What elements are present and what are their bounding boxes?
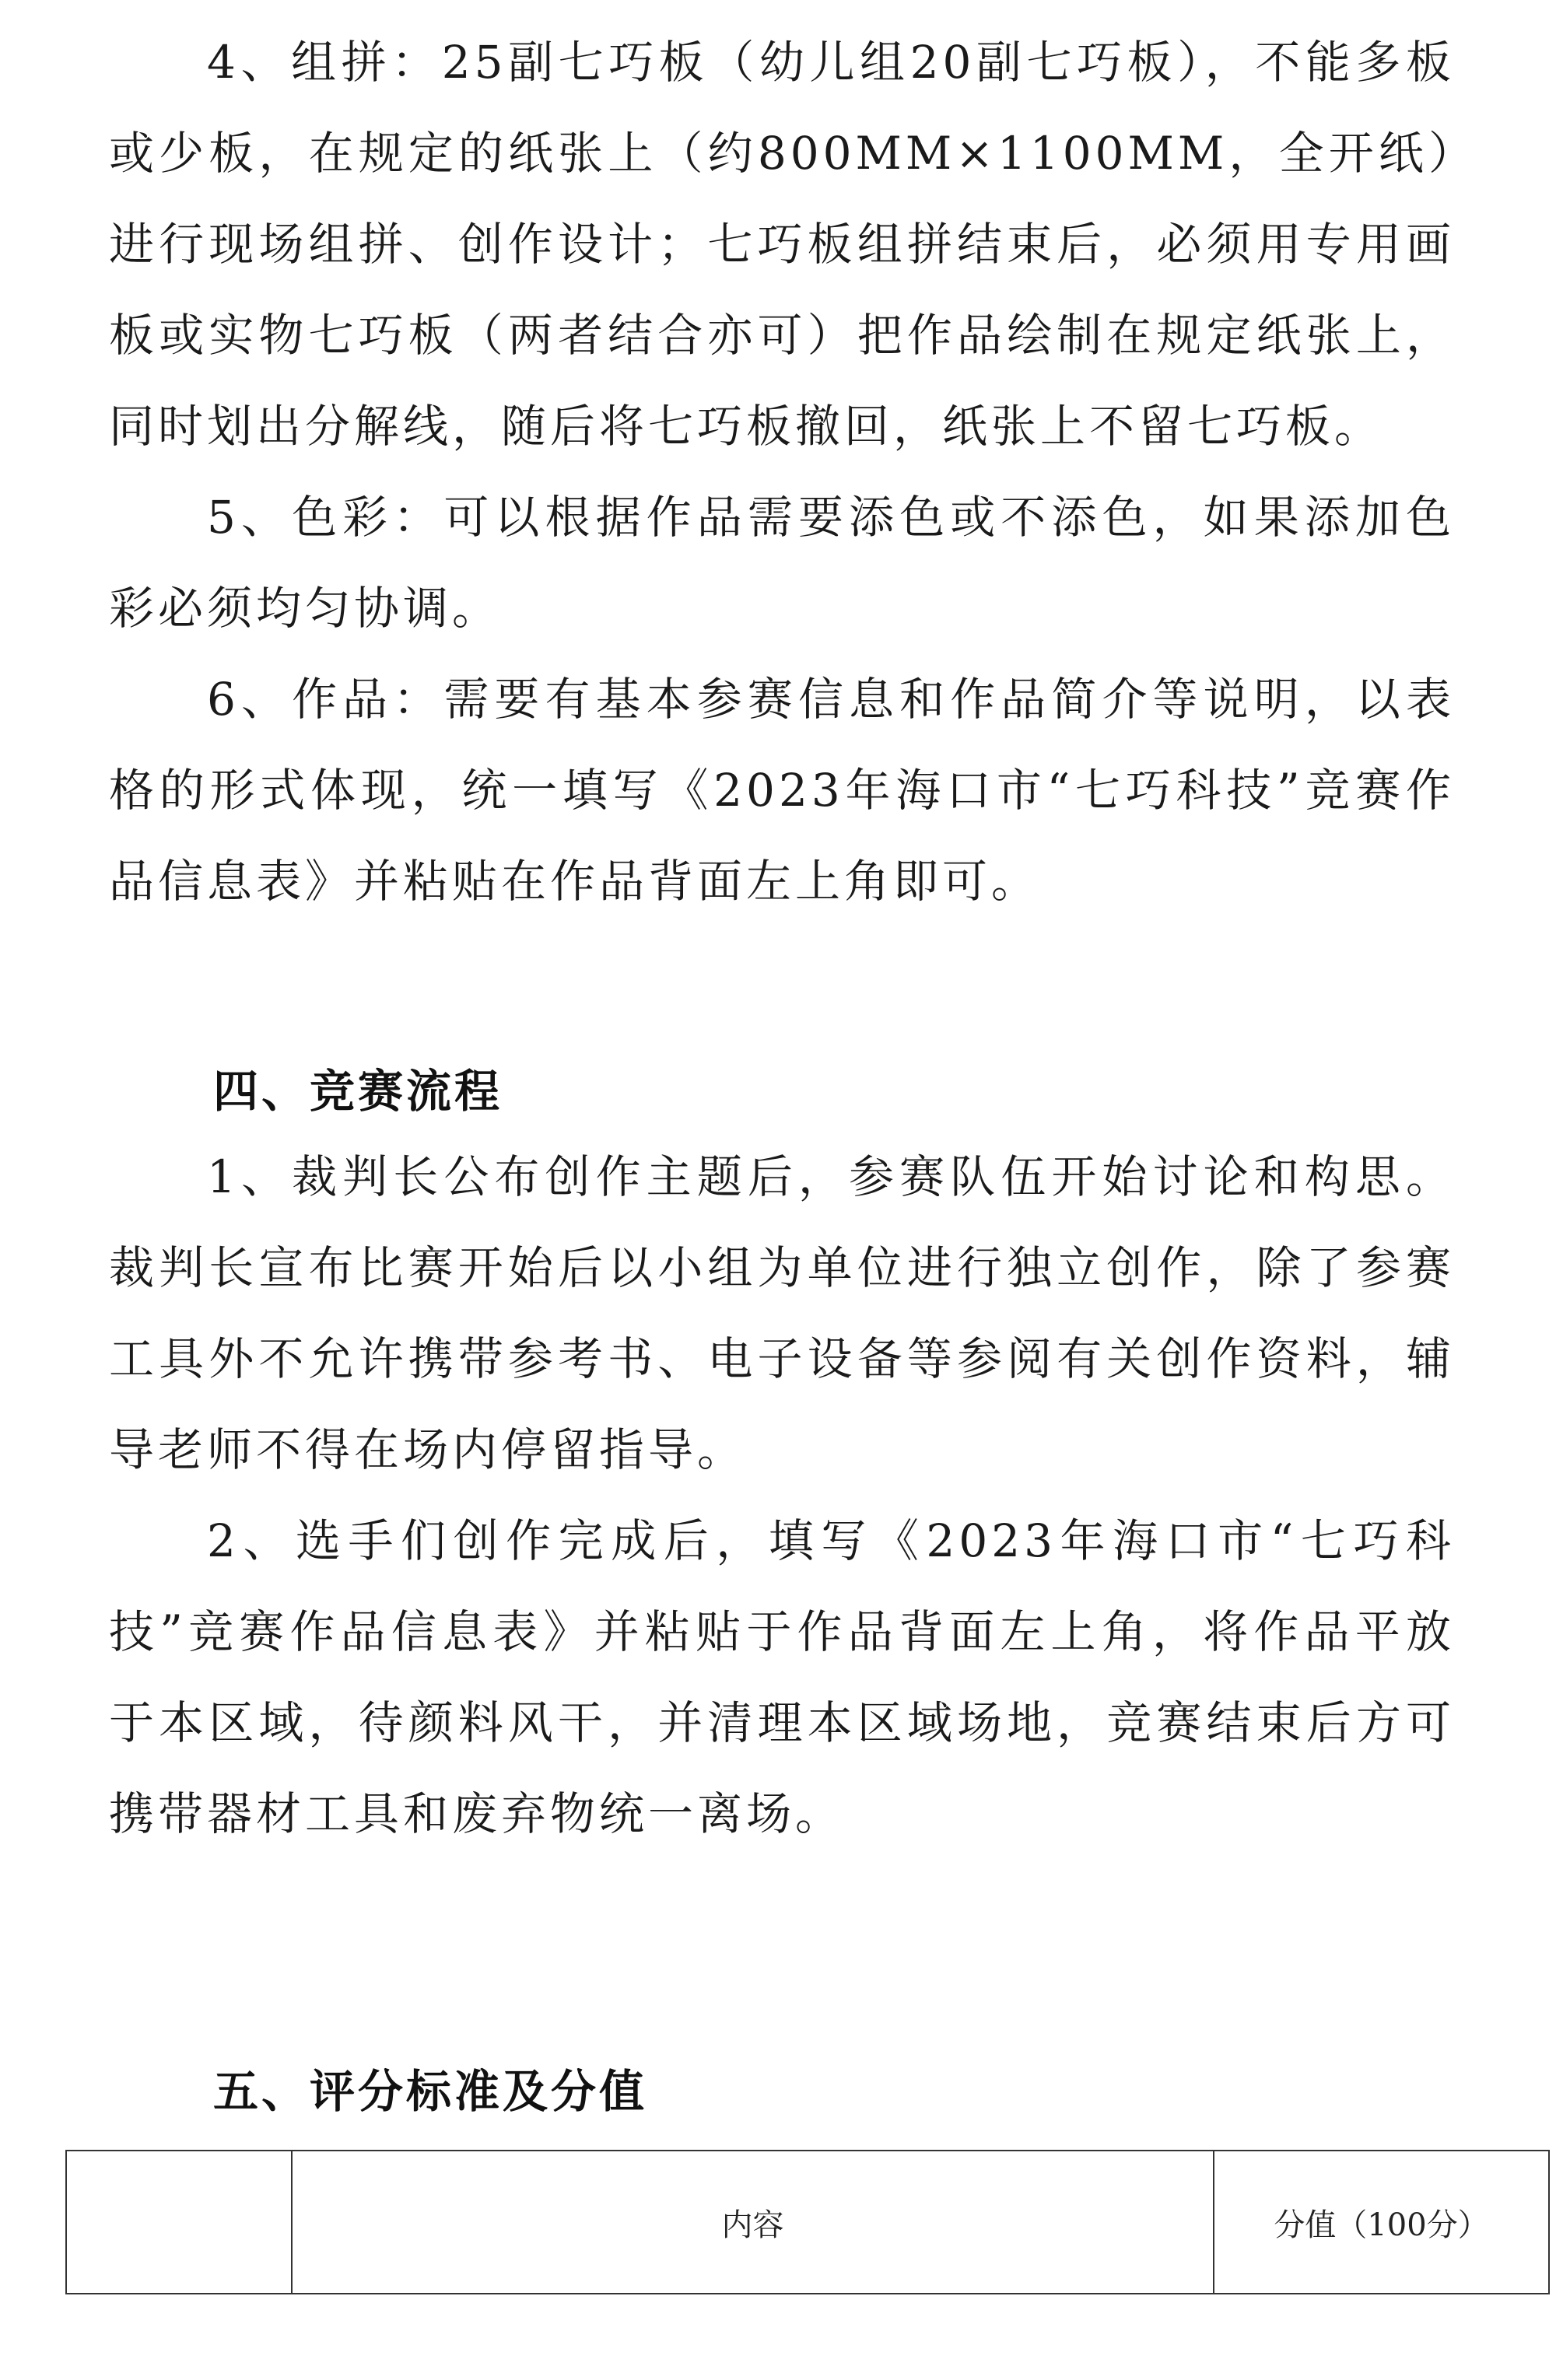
paragraph-work: 6、作品：需要有基本参赛信息和作品简介等说明，以表格的形式体现，统一填写《2023年海口市“七巧科技”竞赛作品信息表》并粘贴在作品背面左上角即可。 <box>109 673 1455 908</box>
table-header-row <box>66 2151 1549 2294</box>
table-header-cell-content: 内容 <box>292 2151 1214 2294</box>
process-paragraphs <box>109 1132 1455 1860</box>
table-header-cell-score: 分值（100分） <box>1214 2151 1549 2294</box>
section-heading-scoring: 五、评分标准及分值 <box>213 2065 648 2118</box>
paragraph-assembly: 4、组拼：25副七巧板（幼儿组20副七巧板），不能多板或少板，在规定的纸张上（约800MM×1100MM，全开纸）进行现场组拼、创作设计；七巧板组拼结束后，必须用专用画板或实物七巧板（两者结合亦可）把作品绘制在规定纸张上，同时划出分解线，随后将七巧板撤回，纸张上不留七巧板。 <box>109 36 1455 453</box>
section-heading-competition-process: 四、竞赛流程 <box>213 1065 503 1118</box>
rules-paragraphs <box>109 17 1455 927</box>
scoring-table <box>65 2150 1550 2294</box>
paragraph-process-step2: 2、选手们创作完成后，填写《2023年海口市“七巧科技”竞赛作品信息表》并粘贴于作品背面左上角，将作品平放于本区域，待颜料风干，并清理本区域场地，竞赛结束后方可携带器材工具和废弃物统一离场。 <box>109 1514 1455 1840</box>
paragraph-process-step1: 1、裁判长公布创作主题后，参赛队伍开始讨论和构思。裁判长宣布比赛开始后以小组为单位进行独立创作，除了参赛工具外不允许携带参考书、电子设备等参阅有关创作资料，辅导老师不得在场内停留指导。 <box>109 1150 1455 1476</box>
table-header-cell-index <box>66 2151 292 2294</box>
paragraph-color: 5、色彩：可以根据作品需要添色或不添色，如果添加色彩必须均匀协调。 <box>109 491 1455 635</box>
